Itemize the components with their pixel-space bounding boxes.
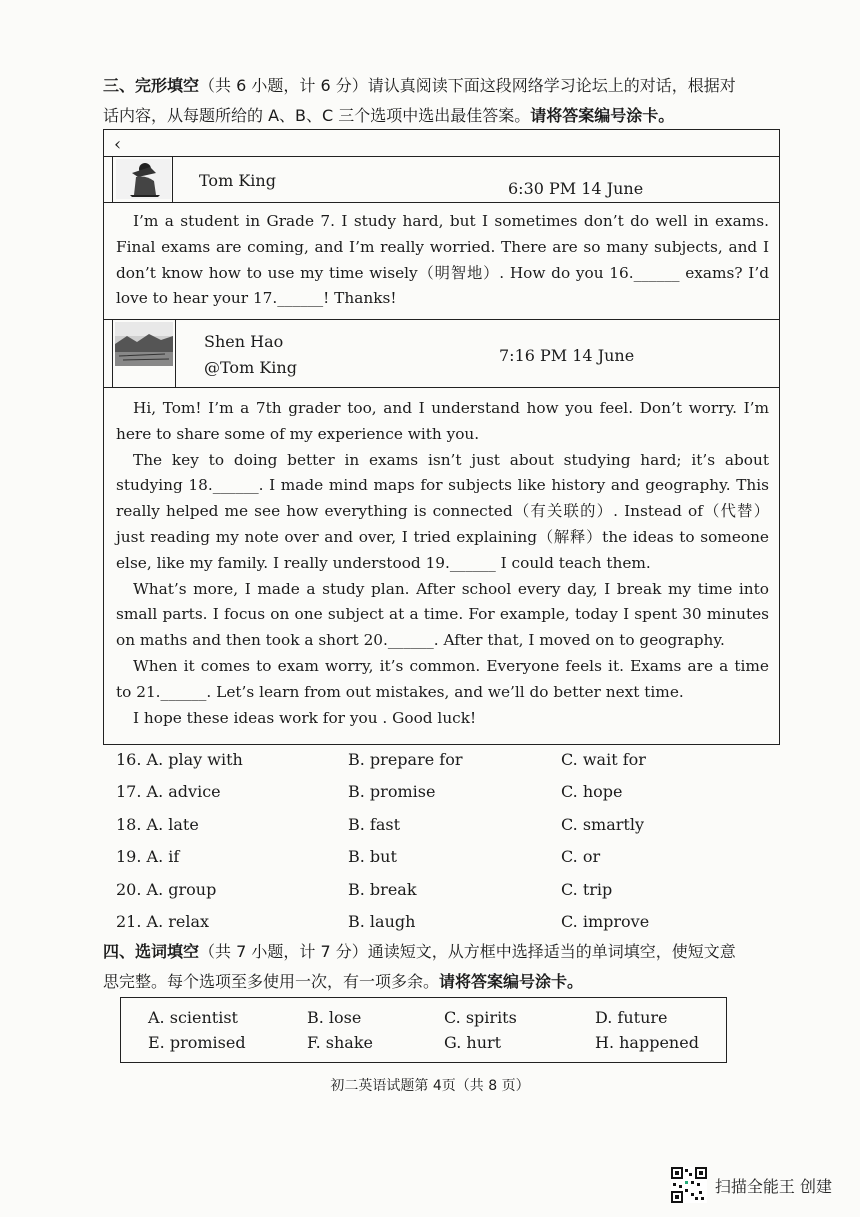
word-d: D. future: [595, 1008, 668, 1027]
section4-answer-note: 请将答案编号涂卡。: [439, 972, 584, 991]
post2-body: [116, 396, 769, 731]
section3-instruction-2: 话内容，从每题所给的 A、B、C 三个选项中选出最佳答案。: [103, 106, 531, 125]
question-19-options: [116, 847, 676, 871]
chevron-left-icon[interactable]: ‹: [114, 134, 122, 155]
option-21c: C. improve: [561, 912, 650, 931]
section4-instruction-2: 思完整。每个选项至多使用一次，有一项多余。: [103, 972, 440, 991]
post2-author: Shen Hao: [204, 332, 284, 351]
section4-heading: [103, 938, 783, 966]
option-19c: C. or: [561, 847, 601, 866]
option-16a: 16. A. play with: [116, 750, 243, 769]
section3-heading-line2: [103, 102, 783, 130]
post1-time: 6:30 PM 14 June: [508, 179, 644, 198]
word-h: H. happened: [595, 1033, 699, 1052]
avatar-tom-king: [116, 159, 171, 199]
word-e: E. promised: [148, 1033, 246, 1052]
section3-heading: [103, 72, 783, 100]
section4-meta: （共 7 小题，计 7 分）: [199, 942, 368, 961]
post1-author: Tom King: [199, 171, 276, 190]
word-g: G. hurt: [444, 1033, 502, 1052]
watermark-text: 扫描全能王 创建: [714, 1176, 832, 1196]
option-21b: B. laugh: [348, 912, 416, 931]
section3-title: 三、完形填空: [103, 76, 200, 95]
question-18-options: [116, 815, 676, 839]
word-b: B. lose: [307, 1008, 362, 1027]
forum-thread: [103, 129, 780, 745]
word-f: F. shake: [307, 1033, 373, 1052]
question-16-options: [116, 750, 676, 774]
page-footer: 初二英语试题第 4页（共 8 页）: [330, 1078, 530, 1094]
option-17b: B. promise: [348, 782, 436, 801]
avatar-shen-hao: [115, 322, 173, 366]
option-18b: B. fast: [348, 815, 401, 834]
option-17a: 17. A. advice: [116, 782, 221, 801]
option-18c: C. smartly: [561, 815, 644, 834]
option-16b: B. prepare for: [348, 750, 463, 769]
section4-title: 四、选词填空: [103, 942, 200, 961]
option-21a: 21. A. relax: [116, 912, 210, 931]
section3-instruction: 请认真阅读下面这段网络学习论坛上的对话，根据对: [367, 76, 736, 95]
option-16c: C. wait for: [561, 750, 646, 769]
question-20-options: [116, 880, 676, 904]
post2-paragraph-1: Hi, Tom! I’m a 7th grader too, and I understand how you feel. Don’t worry. I’m here to share some of my experience with you.: [116, 399, 769, 443]
option-19b: B. but: [348, 847, 397, 866]
section3-answer-note: 请将答案编号涂卡。: [530, 106, 675, 125]
post1-body: [116, 209, 769, 312]
post1-text: I’m a student in Grade 7. I study hard, but I sometimes don’t do well in exams. Final exams are coming, and I’m really worried. There are so many subjects, and I don’t know how to use my time wisely（明智地）. How do you 16.______ exams? I’d love to hear your 17.______! Thanks!: [116, 212, 769, 308]
section3-meta: （共 6 小题，计 6 分）: [199, 76, 368, 95]
qr-code-icon: [671, 1167, 707, 1203]
question-17-options: [116, 782, 676, 806]
option-17c: C. hope: [561, 782, 623, 801]
post2-paragraph-5: I hope these ideas work for you . Good luck!: [133, 708, 477, 727]
word-c: C. spirits: [444, 1008, 517, 1027]
section4-heading-line2: [103, 968, 783, 996]
post2-paragraph-4: When it comes to exam worry, it’s common. Everyone feels it. Exams are a time to 21.______. Let’s learn from out mistakes, and we’ll do better next time.: [116, 656, 769, 701]
post2-paragraph-3: What’s more, I made a study plan. After school every day, I break my time into small parts. I focus on one subject at a time. For example, today I spent 30 minutes on maths and then took a short 20.______. After that, I moved on to geography.: [116, 579, 769, 650]
option-20b: B. break: [348, 880, 417, 899]
question-21-options: [116, 912, 676, 936]
post2-paragraph-2: The key to doing better in exams isn’t just about studying hard; it’s about studying 18.______. I made mind maps for subjects like history and geography. This really helped me see how everything is connected（有关联的）. Instead of（代替）just reading my note over and over, I tried explaining（解释）the ideas to someone else, like my family. I really understood 19.______ I could teach them.: [116, 450, 769, 572]
option-20c: C. trip: [561, 880, 613, 899]
word-bank-box: [120, 997, 727, 1063]
section4-instruction: 通读短文，从方框中选择适当的单词填空，使短文意: [367, 942, 736, 961]
word-a: A. scientist: [148, 1008, 238, 1027]
option-19a: 19. A. if: [116, 847, 180, 866]
scanner-watermark: [671, 1165, 832, 1205]
post2-mention[interactable]: @Tom King: [204, 358, 297, 377]
option-18a: 18. A. late: [116, 815, 199, 834]
post2-time: 7:16 PM 14 June: [499, 346, 635, 365]
option-20a: 20. A. group: [116, 880, 217, 899]
